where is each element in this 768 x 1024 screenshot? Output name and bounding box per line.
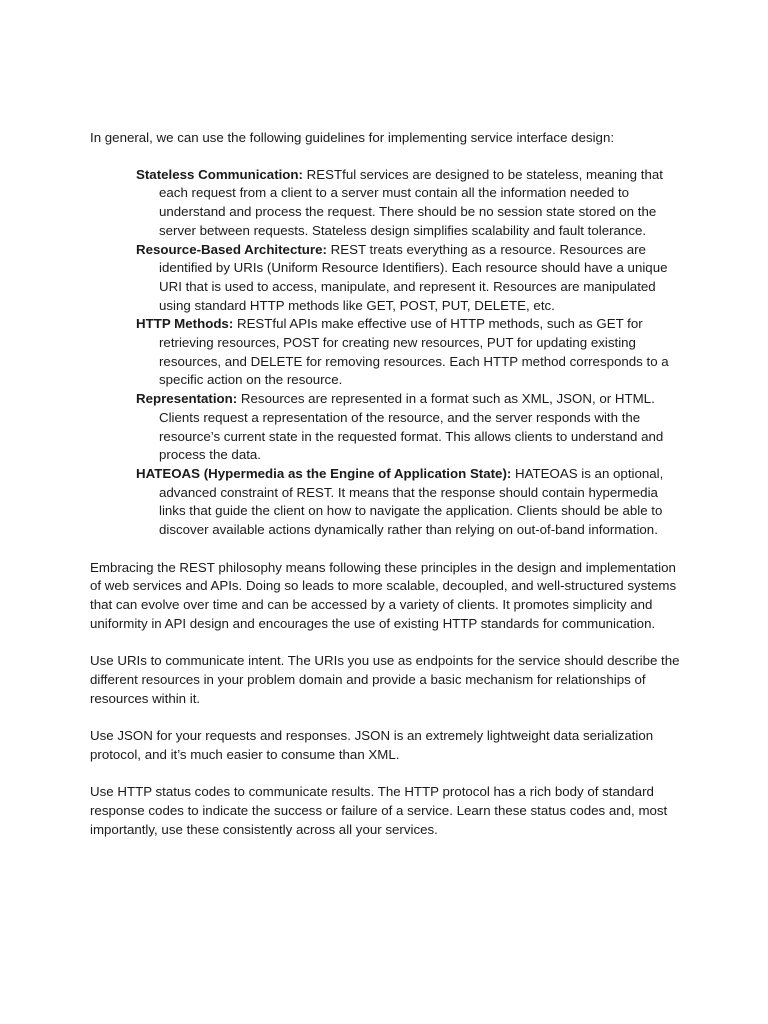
json-paragraph: Use JSON for your requests and responses. JSON is an extremely lightweight data serialization protocol, and it’s much easier to consume than XML. (90, 728, 654, 762)
guideline-term: HTTP Methods: (136, 316, 234, 332)
guideline-representation (136, 390, 680, 465)
intro-paragraph: In general, we can use the following guidelines for implementing service interface design: (90, 130, 615, 145)
rest-philosophy-paragraph: Embracing the REST philosophy means following these principles in the design and implementation of web services and APIs. Doing so leads to more scalable, decoupled, and well-structured systems that can evolve over time and can be accessed by a variety of clients. It promotes simplicity and uniformity in API design and encourages the use of existing HTTP standards for communication. (90, 559, 677, 631)
guideline-hateoas (136, 465, 680, 540)
guideline-text: RESTful services are designed to be stateless, meaning that each request from a client to a server must contain all the information needed to understand and process the request. There should be no session state stored on the server between requests. Stateless design simplifies scalability and fault tolerance. (159, 166, 663, 238)
guideline-resource-based-architecture (136, 241, 680, 316)
guideline-stateless-communication (136, 166, 680, 241)
guidelines-list (90, 166, 680, 540)
guideline-text: REST treats everything as a resource. Resources are identified by URIs (Uniform Resource Identifiers). Each resource should have a unique URI that is used to access, manipulate, and represent it. Resources are manipulated using standard HTTP methods like GET, POST, PUT, DELETE, etc. (159, 241, 668, 313)
guideline-text: Resources are represented in a format such as XML, JSON, or HTML. Clients request a representation of the resource, and the server responds with the resource’s current state in the requested format. This allows clients to understand and process the data. (159, 391, 664, 463)
guideline-term: Stateless Communication: (136, 166, 303, 182)
guideline-text: HATEOAS is an optional, advanced constraint of REST. It means that the response should contain hypermedia links that guide the client on how to navigate the application. Clients should be able to discover available actions dynamically rather than relying on out-of-band information. (159, 465, 664, 538)
status-codes-paragraph: Use HTTP status codes to communicate results. The HTTP protocol has a rich body of standard response codes to indicate the success or failure of a service. Learn these status codes and, most importantly, use these consistently across all your services. (90, 784, 668, 837)
document-page (90, 129, 680, 858)
guideline-term: Resource-Based Architecture: (136, 241, 327, 257)
guideline-term: HATEOAS (Hypermedia as the Engine of Application State): (136, 465, 512, 481)
uri-intent-paragraph: Use URIs to communicate intent. The URIs you use as endpoints for the service should describe the different resources in your problem domain and provide a basic mechanism for relationships of resources within it. (90, 653, 680, 706)
guideline-term: Representation: (136, 391, 238, 407)
guideline-text: RESTful APIs make effective use of HTTP methods, such as GET for retrieving resources, POST for creating new resources, PUT for updating existing resources, and DELETE for removing resources. Each HTTP method corresponds to a specific action on the resource. (159, 316, 669, 388)
guideline-http-methods (136, 315, 680, 390)
